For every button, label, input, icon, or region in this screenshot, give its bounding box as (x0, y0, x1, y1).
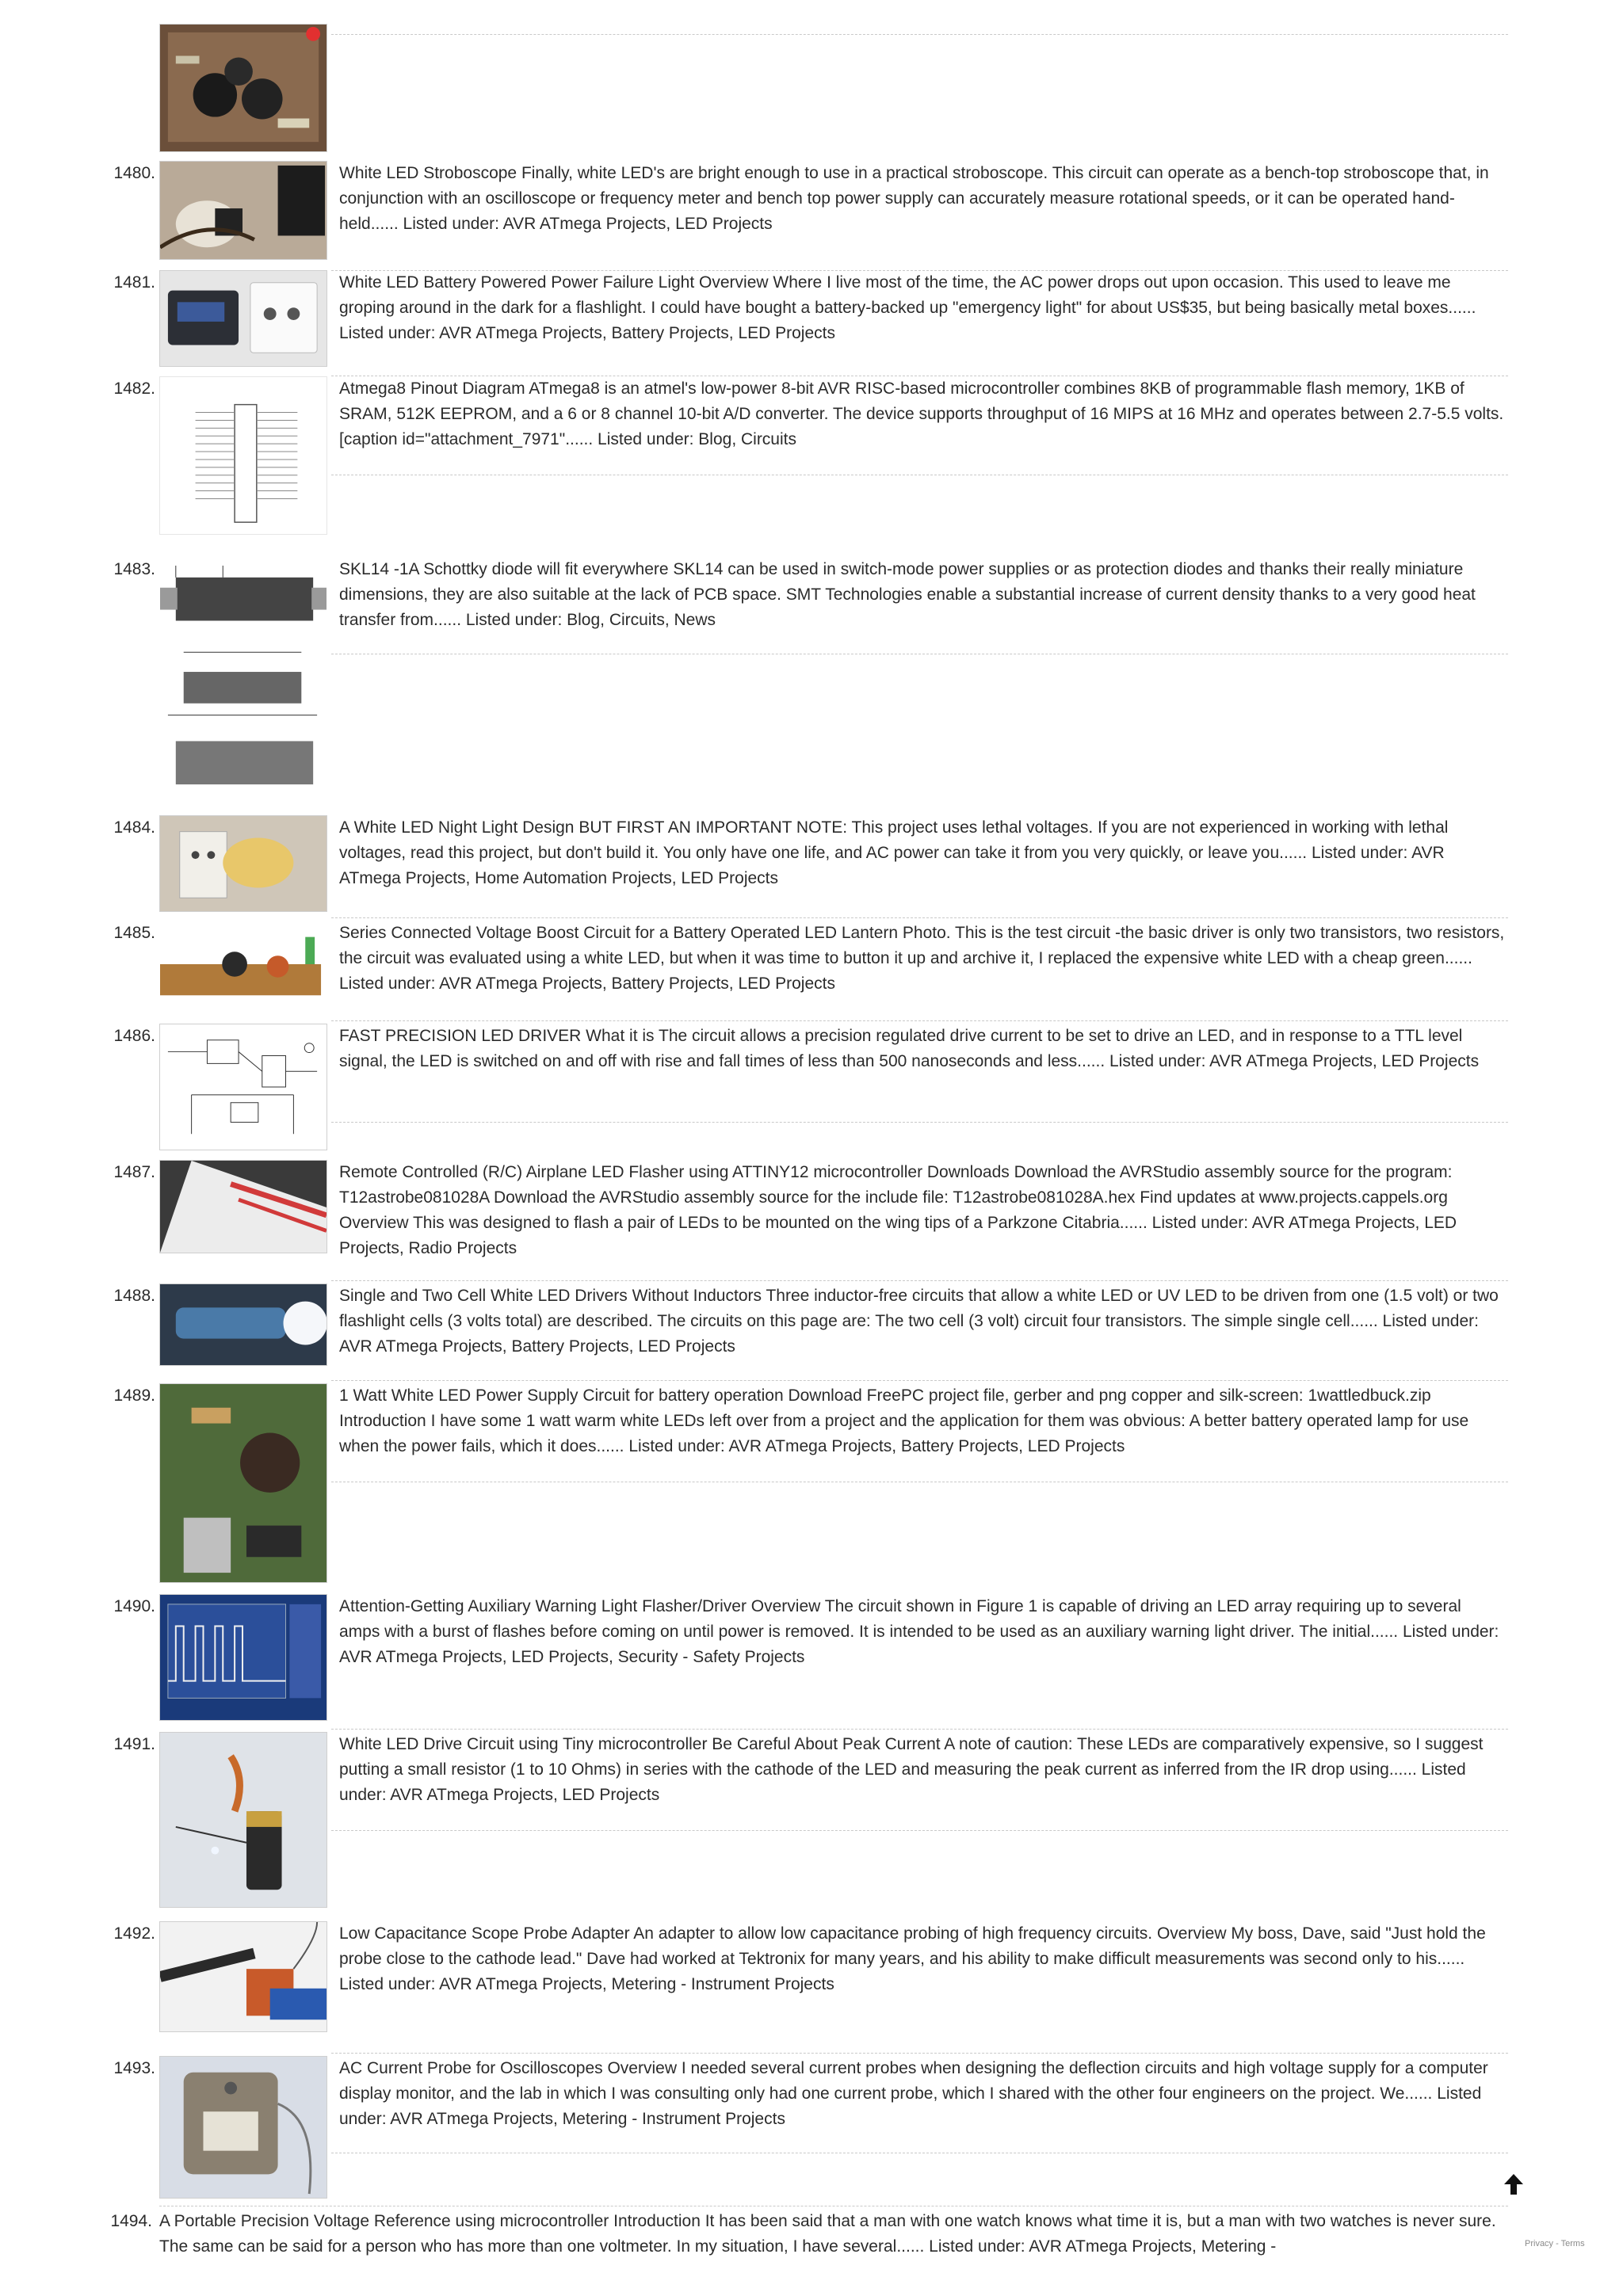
item-description: Series Connected Voltage Boost Circuit for a Battery Operated LED Lantern Photo. This is the test circuit -the basic driver is only two transistors, two resistors, the circuit was evaluated using a white LED, but when it was time to button it up and archive it, I replaced the expensive white LED with a cheap green...... Listed under: AVR ATmega Projects, Battery Projects, LED Projects (339, 924, 1505, 993)
item-number: 1493. (113, 2059, 155, 2077)
item-number: 1481. (113, 273, 155, 292)
divider (331, 1020, 1508, 1021)
item-description: Single and Two Cell White LED Drivers Without Inductors Three inductor-free circuits that allow a white LED or UV LED to be driven from one (1.5 volt) or two flashlight cells (3 volts total) are described. The circuits on this page are: The two cell (3 volt) circuit four transistors. The simple single cell...... Listed under: AVR ATmega Projects, Battery Projects, LED Projects (339, 1287, 1499, 1356)
up-arrow-icon[interactable] (1502, 2171, 1526, 2198)
item-description: AC Current Probe for Oscilloscopes Overview I needed several current probes when designing the deflection circuits and high voltage supply for a computer display monitor, and the lab in which I was consulting only had one current probe, which I shared with the other four engineers on the project. We...... Listed under: AVR ATmega Projects, Metering - Instrument Projects (339, 2059, 1488, 2128)
divider (331, 34, 1508, 35)
thumbnail-image[interactable] (159, 1732, 327, 1908)
item-number: 1491. (113, 1735, 155, 1753)
item-number: 1483. (113, 560, 155, 578)
divider (331, 917, 1508, 918)
item-description: A Portable Precision Voltage Reference using microcontroller Introduction It has been said that a man with one watch knows what time it is, but a man with two watches is never sure. The same can be said for a person who has more than one voltmeter. In my situation, I have several...... Listed under: AVR ATmega Projects, Metering - (159, 2212, 1496, 2256)
item-description: Remote Controlled (R/C) Airplane LED Flasher using ATTINY12 microcontroller Downloads Download the AVRStudio assembly source for the program: T12astrobe081028A Download the AVRStudio assembly source for the include file: T12astrobe081028A.hex Find updates at www.projects.cappels.org Overview This was designed to flash a pair of LEDs to be mounted on the wing tips of a Parkzone Citabria...... Listed under: AVR ATmega Projects, LED Projects, Radio Projects (339, 1163, 1457, 1257)
divider (331, 1280, 1508, 1281)
item-description: Atmega8 Pinout Diagram ATmega8 is an atmel's low-power 8-bit AVR RISC-based microcontroller combines 8KB of programmable flash memory, 1KB of SRAM, 512K EEPROM, and a 6 or 8 channel 10-bit A/D converter. The device supports throughput of 16 MIPS at 16 MHz and operates between 2.7-5.5 volts. [caption id="attachment_7971"...... Listed under: Blog, Circuits (339, 379, 1504, 448)
item-description: White LED Battery Powered Power Failure Light Overview Where I live most of the time, the AC power drops out upon occasion. This used to leave me groping around in the dark for a flashlight. I could have bought a battery-backed up "emergency light" for about US$35, but being basically metal boxes...... Listed under: AVR ATmega Projects, Battery Projects, LED Projects (339, 273, 1476, 342)
item-number: 1488. (113, 1287, 155, 1305)
divider (331, 1380, 1508, 1381)
item-description: White LED Drive Circuit using Tiny microcontroller Be Careful About Peak Current A note of caution: These LEDs are comparatively expensive, so I suggest putting a small resistor (1 to 10 Ohms) in series with the cathode of the LED and measuring the peak current as inferred from the IR drop using...... Listed under: AVR ATmega Projects, LED Projects (339, 1735, 1484, 1804)
thumbnail-image[interactable] (159, 270, 327, 367)
thumbnail-image[interactable] (159, 376, 327, 535)
item-description: SKL14 -1A Schottky diode will fit everywhere SKL14 can be used in switch-mode power supplies or as protection diodes and thanks their really miniature dimensions, they are also suitable at the lack of PCB space. SMT Technologies enable a substantial increase of current density thanks to a very good heat transfer from...... Listed under: Blog, Circuits, News (339, 560, 1476, 629)
thumbnail-image[interactable] (159, 1160, 327, 1253)
divider (331, 1830, 1508, 1831)
thumbnail-image[interactable] (159, 1024, 327, 1150)
divider (331, 1122, 1508, 1123)
item-number: 1484. (113, 818, 155, 837)
item-description: White LED Stroboscope Finally, white LED's are bright enough to use in a practical stroboscope. This circuit can operate as a bench-top stroboscope that, in conjunction with an oscilloscope or frequency meter and bench top power supply can accurately measure rotational speeds, or it can be operated hand-held...... Listed under: AVR ATmega Projects, LED Projects (339, 164, 1489, 233)
item-number: 1494. (110, 2212, 152, 2230)
thumbnail-image[interactable] (159, 1594, 327, 1721)
item-number: 1485. (113, 924, 155, 942)
item-number: 1480. (113, 164, 155, 182)
item-description: A White LED Night Light Design BUT FIRST AN IMPORTANT NOTE: This project uses lethal voltages. If you are not experienced in working with lethal voltages, read this project, but don't build it. You only have one life, and AC power can take it from you very quickly, or leave you...... Listed under: AVR ATmega Projects, Home Automation Projects, LED Projects (339, 818, 1449, 887)
thumbnail-image[interactable] (159, 1921, 327, 2032)
item-number: 1487. (113, 1163, 155, 1181)
item-description: Low Capacitance Scope Probe Adapter An adapter to allow low capacitance probing of high frequency circuits. Overview My boss, Dave, said "Just hold the probe close to the cathode lead." Dave had worked at Tektronix for many years, and his ability to make difficult measurements was second only to his...... Listed under: AVR ATmega Projects, Metering - Instrument Projects (339, 1924, 1486, 1993)
thumbnail-image[interactable] (159, 2056, 327, 2199)
thumbnail-image[interactable] (159, 1383, 327, 1583)
thumbnail-image[interactable] (159, 1283, 327, 1366)
thumbnail-image[interactable] (159, 557, 327, 795)
item-description: Attention-Getting Auxiliary Warning Light Flasher/Driver Overview The circuit shown in Figure 1 is capable of driving an LED array requiring up to several amps with a burst of flashes before coming on until power is removed. It is intended to be used as an auxiliary warning light driver. The initial...... Listed under: AVR ATmega Projects, LED Projects, Security - Safety Projects (339, 1597, 1499, 1666)
item-number: 1482. (113, 379, 155, 398)
item-description: 1 Watt White LED Power Supply Circuit for battery operation Download FreePC project file, gerber and png copper and silk-screen: 1wattledbuck.zip Introduction I have some 1 watt warm white LEDs left over from a project and the application for them was obvious: A better battery operated lamp for use when the power fails, which it does...... Listed under: AVR ATmega Projects, Battery Projects, LED Projects (339, 1386, 1469, 1455)
divider (331, 1729, 1508, 1730)
recaptcha-privacy-terms[interactable]: Privacy - Terms (1525, 2239, 1585, 2248)
item-number: 1489. (113, 1386, 155, 1405)
item-number: 1492. (113, 1924, 155, 1943)
thumbnail-image[interactable] (159, 24, 327, 152)
item-number: 1486. (113, 1027, 155, 1045)
item-number: 1490. (113, 1597, 155, 1615)
thumbnail-image[interactable] (159, 161, 327, 260)
thumbnail-image[interactable] (159, 921, 327, 1008)
divider (331, 2053, 1508, 2054)
item-description: FAST PRECISION LED DRIVER What it is The circuit allows a precision regulated drive current to be set to drive an LED, and in response to a TTL level signal, the LED is switched on and off with rise and fall times of less than 500 nanoseconds and less...... Listed under: AVR ATmega Projects, LED Projects (339, 1027, 1480, 1070)
thumbnail-image[interactable] (159, 815, 327, 912)
